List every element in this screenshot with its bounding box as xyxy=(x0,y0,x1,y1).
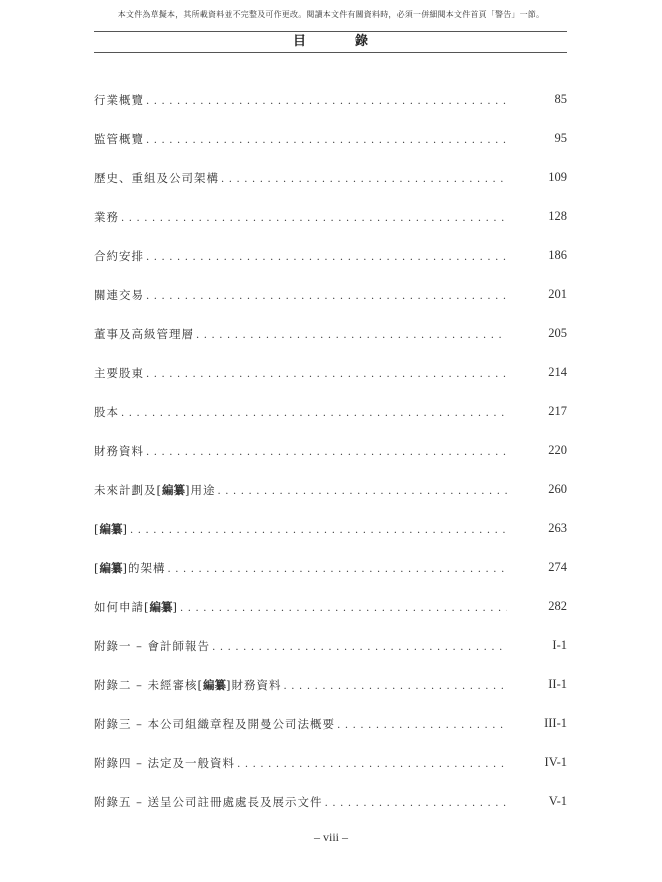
dot-leader xyxy=(146,132,507,146)
toc-page-number: 217 xyxy=(548,404,567,418)
toc-entry-text: 關連交易 xyxy=(94,287,144,302)
toc-entry-title xyxy=(94,638,515,654)
dot-leader xyxy=(212,639,507,653)
toc-entry[interactable] xyxy=(94,119,567,158)
toc-entry-text: 董事及高級管理層 xyxy=(94,326,194,341)
toc-entry-label xyxy=(94,131,144,147)
toc-entry[interactable] xyxy=(94,743,567,782)
toc-page-number: 282 xyxy=(548,599,567,613)
toc-entry-text: 財務資料 xyxy=(94,443,144,458)
toc-page-number: 109 xyxy=(548,170,567,184)
toc-page-number: I-1 xyxy=(552,638,567,652)
toc-entry-title xyxy=(94,677,515,693)
dot-leader xyxy=(146,288,507,302)
toc-entry[interactable] xyxy=(94,314,567,353)
toc-entry-text: 附錄四 – 法定及一般資料 xyxy=(94,755,236,770)
toc-entry-text: ]財務資料 xyxy=(226,677,282,692)
toc-entry[interactable] xyxy=(94,158,567,197)
toc-entry-label xyxy=(94,599,178,615)
redacted-marker: 編纂 xyxy=(203,677,227,692)
toc-page-number: 186 xyxy=(548,248,567,262)
dot-leader xyxy=(218,483,508,497)
toc-entry-label xyxy=(94,287,144,303)
toc-entry-title xyxy=(94,482,515,498)
toc-entry-text: 未來計劃及[ xyxy=(94,482,162,497)
draft-warning-notice: 本文件為草擬本，其所載資料並不完整及可作更改。閱讀本文件有關資料時，必須一併細閱本文件首頁「警告」一節。 xyxy=(117,10,545,19)
toc-entry-text: 歷史、重組及公司架構 xyxy=(94,170,219,185)
toc-entry-text: 主要股東 xyxy=(94,365,144,380)
page-number: – viii – xyxy=(313,830,348,844)
toc-page-number: III-1 xyxy=(544,716,567,730)
toc-entry-label xyxy=(94,716,335,732)
toc-entry[interactable] xyxy=(94,392,567,431)
dot-leader xyxy=(146,93,507,107)
table-of-contents xyxy=(94,80,567,821)
toc-entry-text: 股本 xyxy=(94,404,119,419)
toc-page-number: 85 xyxy=(554,92,567,106)
toc-entry[interactable] xyxy=(94,236,567,275)
toc-entry-label xyxy=(94,170,219,186)
toc-page-number: 263 xyxy=(548,521,567,535)
toc-entry-label xyxy=(94,209,119,225)
toc-entry-label xyxy=(94,755,235,771)
toc-page-number: IV-1 xyxy=(544,755,567,769)
dot-leader xyxy=(180,600,507,614)
toc-entry-text: 如何申請[ xyxy=(94,599,150,614)
toc-entry-title xyxy=(94,560,515,576)
redacted-marker: 編纂 xyxy=(162,482,185,497)
toc-entry-title xyxy=(94,443,515,459)
toc-page-number: 274 xyxy=(548,560,567,574)
toc-entry[interactable] xyxy=(94,626,567,665)
toc-entry[interactable] xyxy=(94,80,567,119)
dot-leader xyxy=(121,405,507,419)
toc-entry[interactable] xyxy=(94,275,567,314)
toc-entry[interactable] xyxy=(94,197,567,236)
dot-leader xyxy=(146,444,507,458)
toc-entry-text: 監管概覽 xyxy=(94,131,144,146)
toc-entry-label xyxy=(94,92,144,108)
toc-entry-label xyxy=(94,443,144,459)
toc-entry-text: 附錄五 – 送呈公司註冊處處長及展示文件 xyxy=(94,794,323,809)
page-title: 目 錄 xyxy=(292,34,386,49)
dot-leader xyxy=(237,756,507,770)
toc-entry-title xyxy=(94,92,515,108)
toc-entry-text: ] xyxy=(172,599,178,614)
toc-entry[interactable] xyxy=(94,470,567,509)
dot-leader xyxy=(325,795,507,809)
dot-leader xyxy=(168,561,508,575)
toc-entry-title xyxy=(94,209,515,225)
toc-entry[interactable] xyxy=(94,431,567,470)
toc-entry-label xyxy=(94,248,144,264)
toc-page-number: 128 xyxy=(548,209,567,223)
redacted-marker: 編纂 xyxy=(99,521,123,536)
toc-page-number: V-1 xyxy=(548,794,567,808)
header-bottom-rule xyxy=(94,52,567,53)
toc-entry-label xyxy=(94,482,216,498)
toc-page-number: 95 xyxy=(554,131,567,145)
toc-page-number: 201 xyxy=(548,287,567,301)
toc-entry-label xyxy=(94,560,166,576)
toc-entry-title xyxy=(94,716,515,732)
toc-entry-title xyxy=(94,248,515,264)
toc-entry-text: [ xyxy=(94,560,100,575)
toc-entry-text: 業務 xyxy=(94,209,119,224)
toc-entry-text: 附錄二 – 未經審核[ xyxy=(94,677,204,692)
toc-entry-title xyxy=(94,170,515,186)
contents-header xyxy=(94,31,567,53)
toc-page-number: II-1 xyxy=(548,677,567,691)
toc-entry-text: 合約安排 xyxy=(94,248,144,263)
toc-entry-title xyxy=(94,131,515,147)
toc-entry-text: ]的架構 xyxy=(122,560,166,575)
toc-entry[interactable] xyxy=(94,353,567,392)
dot-leader xyxy=(284,678,507,692)
toc-entry-title xyxy=(94,599,515,615)
toc-entry[interactable] xyxy=(94,509,567,548)
toc-entry-label xyxy=(94,677,282,693)
toc-entry-label xyxy=(94,638,210,654)
toc-entry-label xyxy=(94,365,144,381)
toc-entry-title xyxy=(94,365,515,381)
toc-entry-text: ] xyxy=(122,521,128,536)
toc-entry[interactable] xyxy=(94,587,567,626)
toc-entry-label xyxy=(94,326,194,342)
toc-page-number: 220 xyxy=(548,443,567,457)
redacted-marker: 編纂 xyxy=(149,599,173,614)
dot-leader xyxy=(146,249,507,263)
toc-entry-text: 附錄一 – 會計師報告 xyxy=(94,638,211,653)
toc-entry[interactable] xyxy=(94,665,567,704)
toc-entry[interactable] xyxy=(94,548,567,587)
toc-entry-title xyxy=(94,521,515,537)
toc-entry-text: 附錄三 – 本公司組織章程及開曼公司法概要 xyxy=(94,716,336,731)
toc-entry[interactable] xyxy=(94,782,567,821)
dot-leader xyxy=(221,171,507,185)
dot-leader xyxy=(130,522,507,536)
dot-leader xyxy=(337,717,507,731)
toc-entry-title xyxy=(94,794,515,810)
toc-page-number: 214 xyxy=(548,365,567,379)
toc-entry-label xyxy=(94,521,128,537)
dot-leader xyxy=(121,210,507,224)
redacted-marker: 編纂 xyxy=(99,560,123,575)
toc-entry-label xyxy=(94,794,323,810)
toc-entry[interactable] xyxy=(94,704,567,743)
toc-entry-title xyxy=(94,755,515,771)
toc-entry-label xyxy=(94,404,119,420)
toc-entry-title xyxy=(94,326,515,342)
toc-entry-text: ]用途 xyxy=(185,482,216,497)
toc-entry-title xyxy=(94,404,515,420)
toc-entry-text: 行業概覽 xyxy=(94,92,144,107)
toc-page-number: 205 xyxy=(548,326,567,340)
dot-leader xyxy=(196,327,507,341)
toc-entry-title xyxy=(94,287,515,303)
toc-page-number: 260 xyxy=(548,482,567,496)
toc-entry-text: [ xyxy=(94,521,100,536)
dot-leader xyxy=(146,366,507,380)
